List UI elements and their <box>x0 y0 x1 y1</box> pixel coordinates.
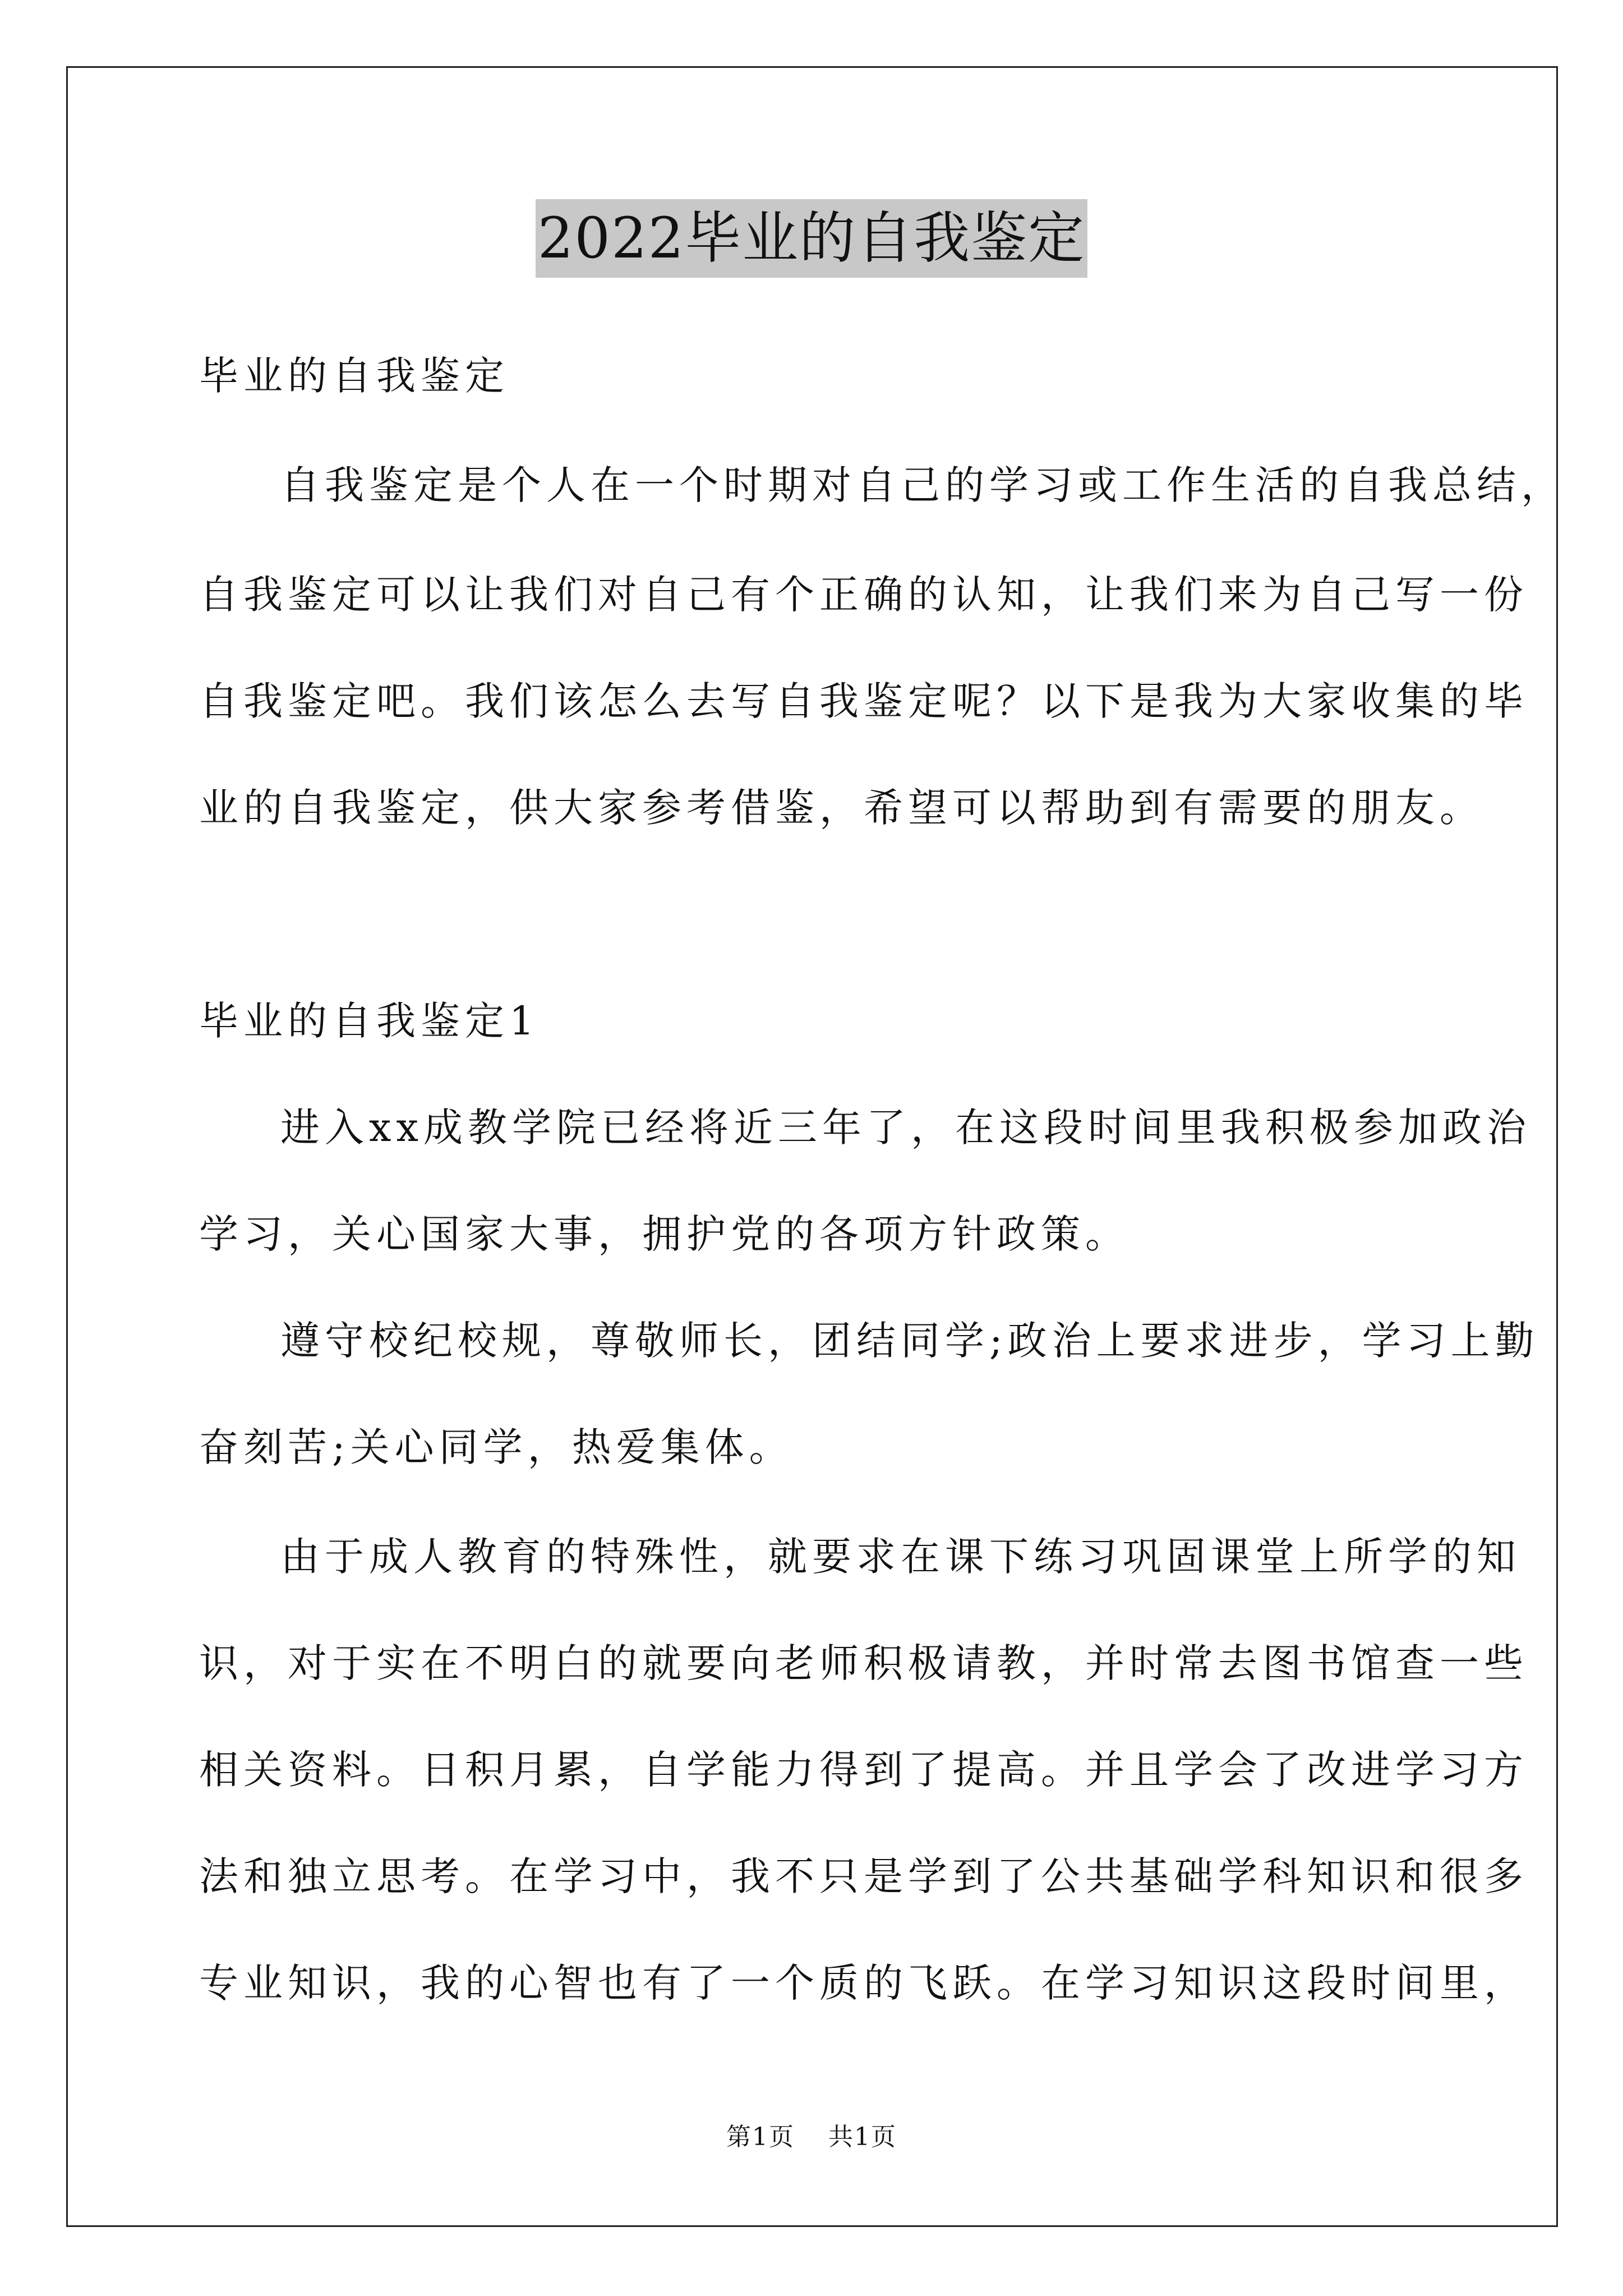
paragraph-line: 法和独立思考。在学习中，我不只是学到了公共基础学科知识和很多 <box>199 1853 1528 1899</box>
paragraph-line: 识，对于实在不明白的就要向老师积极请教，并时常去图书馆查一些 <box>199 1640 1528 1686</box>
paragraph-line: 学习，关心国家大事，拥护党的各项方针政策。 <box>199 1211 1129 1257</box>
intro-line: 自我鉴定是个人在一个时期对自己的学习或工作生活的自我总结， <box>280 462 1565 508</box>
paragraph-line: 遵守校纪校规，尊敬师长，团结同学;政治上要求进步，学习上勤 <box>280 1318 1539 1364</box>
paragraph-line: 由于成人教育的特殊性，就要求在课下练习巩固课堂上所学的知 <box>280 1534 1521 1580</box>
page-total: 共1页 <box>828 2123 897 2151</box>
intro-heading: 毕业的自我鉴定 <box>199 353 509 399</box>
paragraph-line: 专业知识，我的心智也有了一个质的飞跃。在学习知识这段时间里， <box>199 1960 1528 2006</box>
intro-line: 业的自我鉴定，供大家参考借鉴，希望可以帮助到有需要的朋友。 <box>199 785 1484 831</box>
page-number: 第1页 <box>726 2123 795 2151</box>
page-footer <box>0 2120 1623 2154</box>
document-title: 2022毕业的自我鉴定 <box>536 199 1088 278</box>
paragraph-line: 相关资料。日积月累，自学能力得到了提高。并且学会了改进学习方 <box>199 1747 1528 1793</box>
section-heading: 毕业的自我鉴定1 <box>199 998 540 1044</box>
paragraph-line: 进入xx成教学院已经将近三年了，在这段时间里我积极参加政治 <box>280 1105 1531 1151</box>
intro-line: 自我鉴定吧。我们该怎么去写自我鉴定呢？以下是我为大家收集的毕 <box>199 678 1528 724</box>
title-container <box>0 199 1623 278</box>
intro-line: 自我鉴定可以让我们对自己有个正确的认知，让我们来为自己写一份 <box>199 572 1528 618</box>
paragraph-line: 奋刻苦;关心同学，热爱集体。 <box>199 1424 794 1470</box>
